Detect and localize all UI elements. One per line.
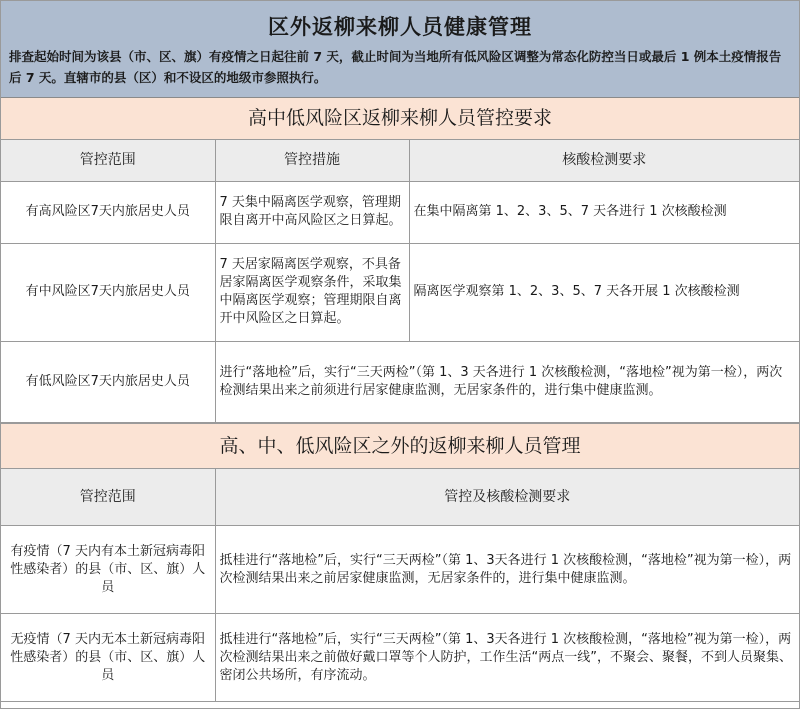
header-testing: 核酸检测要求: [409, 140, 799, 181]
row-low-requirements: 进行“落地检”后，实行“三天两检”（第 1、3 天各进行 1 次核酸检测，“落地检”视为第一检），两次检测结果出来之前须进行居家健康监测，无居家条件的，进行集中健康监测。: [215, 341, 799, 422]
table-header-row: [1, 140, 799, 181]
row-with-cases-scope: 有疫情（7 天内有本土新冠病毒阳性感染者）的县（市、区、旗）人员: [1, 526, 215, 614]
row-high-testing: 在集中隔离第 1、2、3、5、7 天各进行 1 次核酸检测: [409, 181, 799, 243]
section2-heading: 高、中、低风险区之外的返柳来柳人员管理: [1, 423, 799, 469]
row-no-cases-scope: 无疫情（7 天内无本土新冠病毒阳性感染者）的县（市、区、旗）人员: [1, 614, 215, 702]
table-header-row: [1, 469, 799, 526]
row-low-scope: 有低风险区7天内旅居史人员: [1, 341, 215, 422]
risk-area-table: [1, 140, 799, 423]
section1-heading: 高中低风险区返柳来柳人员管控要求: [1, 98, 799, 140]
header-requirements: 管控及核酸检测要求: [215, 469, 799, 526]
table-row: [1, 614, 799, 702]
row-medium-scope: 有中风险区7天内旅居史人员: [1, 243, 215, 341]
header-measures: 管控措施: [215, 140, 409, 181]
row-high-scope: 有高风险区7天内旅居史人员: [1, 181, 215, 243]
table-row: [1, 341, 799, 422]
header-scope-2: 管控范围: [1, 469, 215, 526]
outside-risk-area-table: [1, 469, 799, 703]
title-box: [1, 1, 799, 98]
row-high-measures: 7 天集中隔离医学观察，管理期限自离开中高风险区之日算起。: [215, 181, 409, 243]
table-row: [1, 181, 799, 243]
row-no-cases-requirements: 抵桂进行“落地检”后，实行“三天两检”（第 1、3天各进行 1 次核酸检测，“落地检”视为第一检），两次检测结果出来之前做好戴口罩等个人防护，工作生活“两点一线”，不聚会、聚餐，不到人员聚集、密闭公共场所，有序流动。: [215, 614, 799, 702]
page-title: 区外返柳来柳人员健康管理: [268, 15, 532, 39]
table-row: [1, 526, 799, 614]
investigation-note: 排查起始时间为该县（市、区、旗）有疫情之日起往前 7 天，截止时间为当地所有低风险区调整为常态化防控当日或最后 1 例本土疫情报告后 7 天。直辖市的县（区）和不设区的地级市参照执行。: [9, 49, 782, 85]
row-with-cases-requirements: 抵桂进行“落地检”后，实行“三天两检”（第 1、3天各进行 1 次核酸检测，“落地检”视为第一检），两次检测结果出来之前居家健康监测，无居家条件的，进行集中健康监测。: [215, 526, 799, 614]
row-medium-measures: 7 天居家隔离医学观察，不具备居家隔离医学观察条件，采取集中隔离医学观察；管理期限自离开中风险区之日算起。: [215, 243, 409, 341]
table-row: [1, 243, 799, 341]
row-medium-testing: 隔离医学观察第 1、2、3、5、7 天各开展 1 次核酸检测: [409, 243, 799, 341]
header-scope: 管控范围: [1, 140, 215, 181]
